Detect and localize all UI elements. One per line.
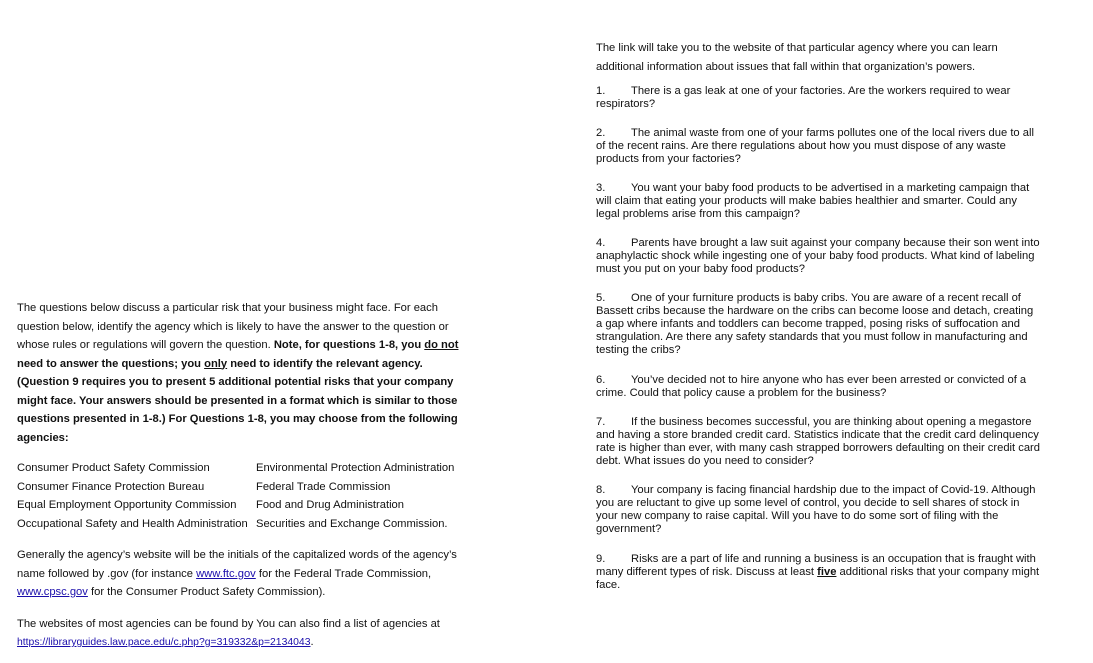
- note-bold-text-2: need to answer the questions; you: [17, 357, 205, 370]
- five-emphasis: five: [817, 566, 837, 578]
- question-text: Your company is facing financial hardship due to the impact of Covid-19. Although you are reluctant to give up some level of control, you decide to sell shares of stock in your new company to raise capital. Will you have to do some sort of filing with the government?: [596, 484, 1036, 535]
- question-text-2: additional risks that your company might face.: [596, 566, 1040, 591]
- agency-list-text: The websites of most agencies can be found by You can also find a list of agencies at: [17, 617, 440, 630]
- question-number: 8.: [596, 484, 606, 496]
- agency-item: Equal Employment Opportunity Commission: [17, 499, 237, 511]
- website-info-text-2: for the Federal Trade Commission,: [255, 567, 432, 580]
- website-info-text-3: for the Consumer Product Safety Commission).: [87, 586, 326, 598]
- note-bold-text: Note, for questions 1-8, you: [273, 339, 425, 351]
- question-text: One of your furniture products is baby cribs. You are aware of a recent recall of Bassett cribs because the hardware on the cribs can become loose and detach, creating a gap where infants and toddlers can become trapped, posing risks of suffocation and strangulation. Are there any safety standards that you must follow in manufacturing and testing the cribs?: [596, 292, 1034, 356]
- note-bold-text-3: need to identify the relevant agency. (Question 9 requires you to present 5 additional potential risks that your company might face. Your answers should be presented in a format which is similar to those questions presented in 1-8.) For Questions 1-8, you may choose from the following agencies:: [17, 357, 458, 444]
- question-text: You want your baby food products to be advertised in a marketing campaign that will claim that eating your products will make babies healthier and smarter. Could any legal problems arise from this campaign?: [596, 182, 1030, 220]
- question-item: [596, 374, 1041, 400]
- question-text: There is a gas leak at one of your factories. Are the workers required to wear respirators?: [596, 85, 1011, 110]
- agency-list-paragraph: [17, 615, 467, 653]
- agency-item: Environmental Protection Administration: [256, 462, 455, 474]
- question-item: [596, 292, 1041, 357]
- instructions-text: The questions below discuss a particular risk that your business might face. For each question below, identify the agency which is likely to have the answer to the question or whose rules or regulations will govern the question.: [17, 302, 449, 351]
- do-not-emphasis: do not: [424, 339, 459, 351]
- question-item: [596, 237, 1041, 276]
- website-info-paragraph: [17, 546, 467, 602]
- agency-item: Consumer Product Safety Commission: [17, 462, 210, 474]
- agency-item: Occupational Safety and Health Administration: [17, 517, 248, 530]
- question-number: 4.: [596, 237, 606, 249]
- question-item: [596, 553, 1041, 592]
- question-text: The animal waste from one of your farms pollutes one of the local rivers due to all of the recent rains. Are there regulations about how you must dispose of any waste products from your factories?: [596, 127, 1034, 165]
- question-number: 7.: [596, 416, 606, 428]
- question-number: 9.: [596, 553, 606, 565]
- link-info-paragraph: The link will take you to the website of that particular agency where you can learn additional information about issues that fall within that organization’s powers.: [596, 42, 998, 73]
- question-number: 6.: [596, 374, 606, 386]
- question-item: [596, 416, 1041, 468]
- question-number: 5.: [596, 292, 606, 304]
- question-text: You’ve decided not to hire anyone who has ever been arrested or convicted of a crime. Could that policy cause a problem for the business?: [596, 374, 1027, 399]
- agency-item: Food and Drug Administration: [256, 499, 405, 511]
- only-emphasis: only: [204, 357, 228, 370]
- question-item: [596, 484, 1041, 536]
- ftc-link[interactable]: www.ftc.gov: [196, 567, 256, 580]
- agency-item: Consumer Finance Protection Bureau: [17, 480, 205, 493]
- question-text: Risks are a part of life and running a business is an occupation that is fraught with many different types of risk. Discuss at least: [596, 553, 1036, 578]
- instructions-column: [17, 299, 467, 653]
- question-number: 2.: [596, 127, 606, 139]
- question-item: [596, 127, 1041, 166]
- agency-list: [17, 459, 467, 533]
- period-text: .: [310, 636, 314, 648]
- agency-item: Securities and Exchange Commission.: [256, 517, 448, 530]
- cpsc-link[interactable]: www.cpsc.gov: [17, 586, 88, 598]
- instructions-paragraph: [17, 299, 467, 447]
- question-item: [596, 182, 1041, 221]
- library-guide-link[interactable]: https://libraryguides.law.pace.edu/c.php?g=319332&p=2134043: [17, 637, 311, 648]
- question-item: [596, 85, 1041, 111]
- website-info-text: Generally the agency’s website will be the initials of the capitalized words of the agency’s name followed by .gov (for instance: [17, 549, 457, 580]
- question-number: 3.: [596, 182, 606, 194]
- agency-item: Federal Trade Commission: [256, 480, 391, 493]
- question-number: 1.: [596, 85, 606, 97]
- question-text: Parents have brought a law suit against your company because their son went into anaphylactic shock while ingesting one of your baby food products. What kind of labeling must you put on your baby food products?: [596, 237, 1040, 275]
- questions-column: [596, 39, 1041, 592]
- question-text: If the business becomes successful, you are thinking about opening a megastore and having a store branded credit card. Statistics indicate that the credit card delinquency rate is higher than ever, with many cash strapped borrowers defaulting on their credit card debt. What issues do you need to consider?: [596, 416, 1041, 467]
